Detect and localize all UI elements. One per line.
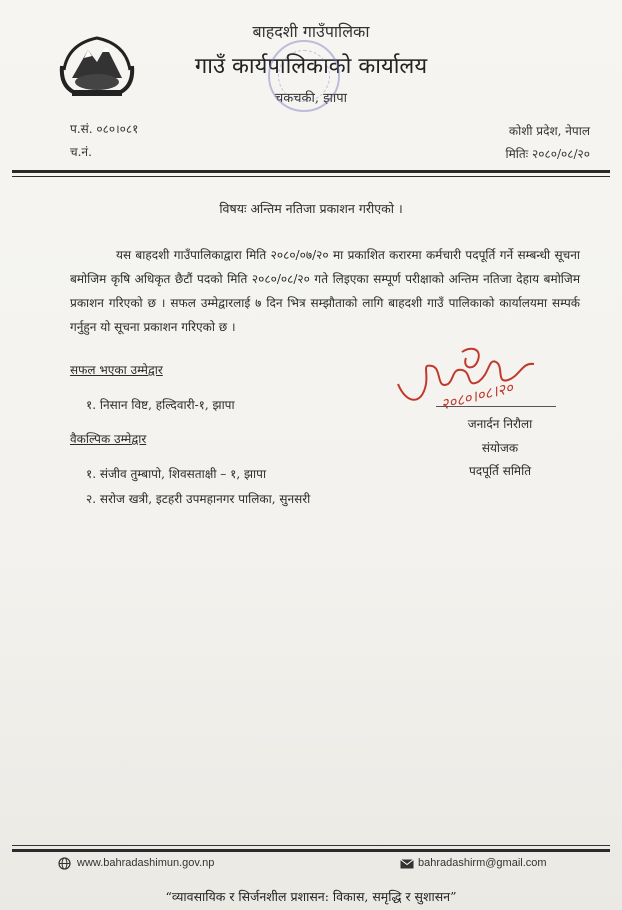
office-name: गाउँ कार्यपालिकाको कार्यालय — [194, 54, 428, 79]
email-link[interactable]: bahradashirm@gmail.com — [418, 857, 547, 869]
municipality-name: बाहदशी गाउँपालिका — [252, 22, 370, 41]
letter-subject: विषयः अन्तिम नतिजा प्रकाशन गरीएको । — [219, 201, 403, 216]
footer-divider — [12, 849, 610, 852]
successful-item: १. निसान विष्ट, हल्दिवारी-१, झापा — [86, 398, 235, 412]
signature-date: २०८०।०८।२० — [438, 378, 515, 414]
footer-divider-thin — [12, 845, 610, 846]
header-divider — [12, 170, 610, 173]
letter-date: मितिः २०८०/०८/२० — [505, 147, 590, 161]
office-stamp — [268, 40, 340, 112]
notice-paragraph: यस बाहदशी गाउँपालिकाद्वारा मिति २०८०/०७/२० मा प्रकाशित करारमा कर्मचारी पदपूर्ति गर्ने सम्बन्धी सूचना बमोजिम कृषि अधिकृत छैटौं पदको मिति २०८०/०८/२० गते लिइएका सम्पूर्ण परीक्षाको अन्तिम नतिजा देहाय बमोजिम प्रकाशन गरिएको छ । सफल उम्मेद्वारलाई ७ दिन भित्र सम्झौताको लागि बाहदशी गाउँ पालिकाको कार्यालयमा सम्पर्क गर्नुहुन यो सूचना प्रकाशन गरिएको छ । — [70, 248, 580, 334]
signature-line — [436, 406, 556, 407]
signatory-name: जनार्दन निरौला — [467, 417, 533, 431]
province-label: कोशी प्रदेश, नेपाल — [508, 124, 590, 138]
alternate-heading: वैकल्पिक उम्मेद्वार — [70, 432, 147, 446]
signatory-role: संयोजक — [481, 441, 519, 455]
office-address: चकचकी, झापा — [274, 91, 348, 106]
office-slogan: “व्यावसायिक र सिर्जनशील प्रशासन: विकास, समृद्धि र सुशासन” — [165, 889, 457, 904]
successful-heading: सफल भएका उम्मेद्वार — [70, 363, 163, 377]
reference-number: प.सं. ०८०।०८१ — [70, 122, 139, 136]
dispatch-number: च.नं. — [70, 145, 92, 159]
website-link[interactable]: www.bahradashimun.gov.np — [77, 857, 215, 869]
header-divider-thin — [12, 176, 610, 177]
globe-icon — [58, 857, 71, 870]
alternate-item: १. संजीव तुम्बापो, शिवसताक्षी – १, झापा — [86, 467, 267, 481]
alternate-item: २. सरोज खत्री, इटहरी उपमहानगर पालिका, सुनसरी — [86, 492, 311, 506]
mail-icon — [400, 859, 414, 869]
signatory-committee: पदपूर्ति समिति — [468, 464, 532, 478]
